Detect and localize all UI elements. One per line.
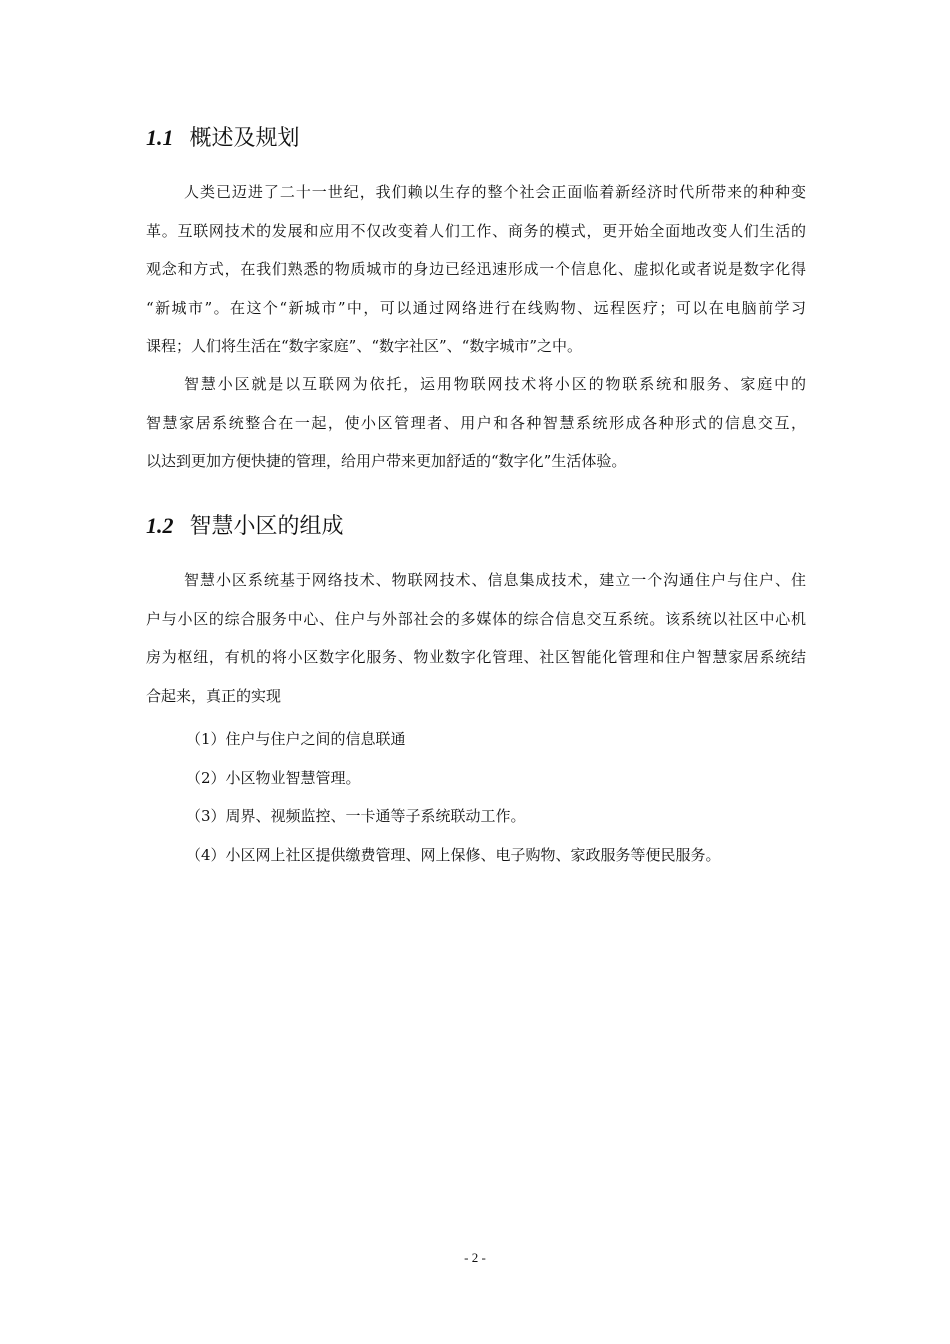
paragraph-line: 智慧小区系统基于网络技术、物联网技术、信息集成技术，建立一个沟通住户与住户、住 [184,571,806,589]
list-item: （3）周界、视频监控、一卡通等子系统联动工作。 [186,807,526,825]
paragraph-line: 合起来，真正的实现 [146,686,282,705]
paragraph-line: 智慧小区就是以互联网为依托，运用物联网技术将小区的物联系统和服务、家庭中的 [184,375,806,393]
paragraph-line: 革。互联网技术的发展和应用不仅改变着人们工作、商务的模式，更开始全面地改变人们生活的 [146,221,806,240]
list-item: （2）小区物业智慧管理。 [186,768,361,787]
paragraph-smart-community [146,365,806,481]
paragraph-line: 户与小区的综合服务中心、住户与外部社会的多媒体的综合信息交互系统。该系统以社区中心机 [146,609,806,628]
section-title: 概述及规划 [189,126,300,151]
paragraph-line: “新城市”。在这个“新城市”中，可以通过网络进行在线购物、远程医疗；可以在电脑前学习 [146,298,806,317]
paragraph-line: 课程；人们将生活在“数字家庭”、“数字社区”、“数字城市”之中。 [146,337,583,355]
paragraph-line: 房为枢纽，有机的将小区数字化服务、物业数字化管理、社区智能化管理和住户智慧家居系统结 [146,648,806,666]
paragraph-line: 观念和方式，在我们熟悉的物质城市的身边已经迅速形成一个信息化、虚拟化或者说是数字化得 [146,260,806,278]
section-number: 1.1 [146,125,174,150]
section-heading-1-2 [146,509,344,540]
paragraph-composition [146,561,806,715]
page-number: - 2 - [464,1250,486,1265]
paragraph-overview [146,173,806,366]
list-item: （1）住户与住户之间的信息联通 [186,730,406,748]
section-heading-1-1 [146,121,300,152]
list-item: （4）小区网上社区提供缴费管理、网上保修、电子购物、家政服务等便民服务。 [186,845,721,864]
section-title: 智慧小区的组成 [189,514,344,539]
paragraph-line: 以达到更加方便快捷的管理，给用户带来更加舒适的“数字化”生活体验。 [146,452,627,470]
paragraph-line: 智慧家居系统整合在一起，使小区管理者、用户和各种智慧系统形成各种形式的信息交互， [146,413,806,432]
feature-list [186,720,721,874]
paragraph-line: 人类已迈进了二十一世纪，我们赖以生存的整个社会正面临着新经济时代所带来的种种变 [184,183,806,201]
section-number: 1.2 [146,513,174,538]
